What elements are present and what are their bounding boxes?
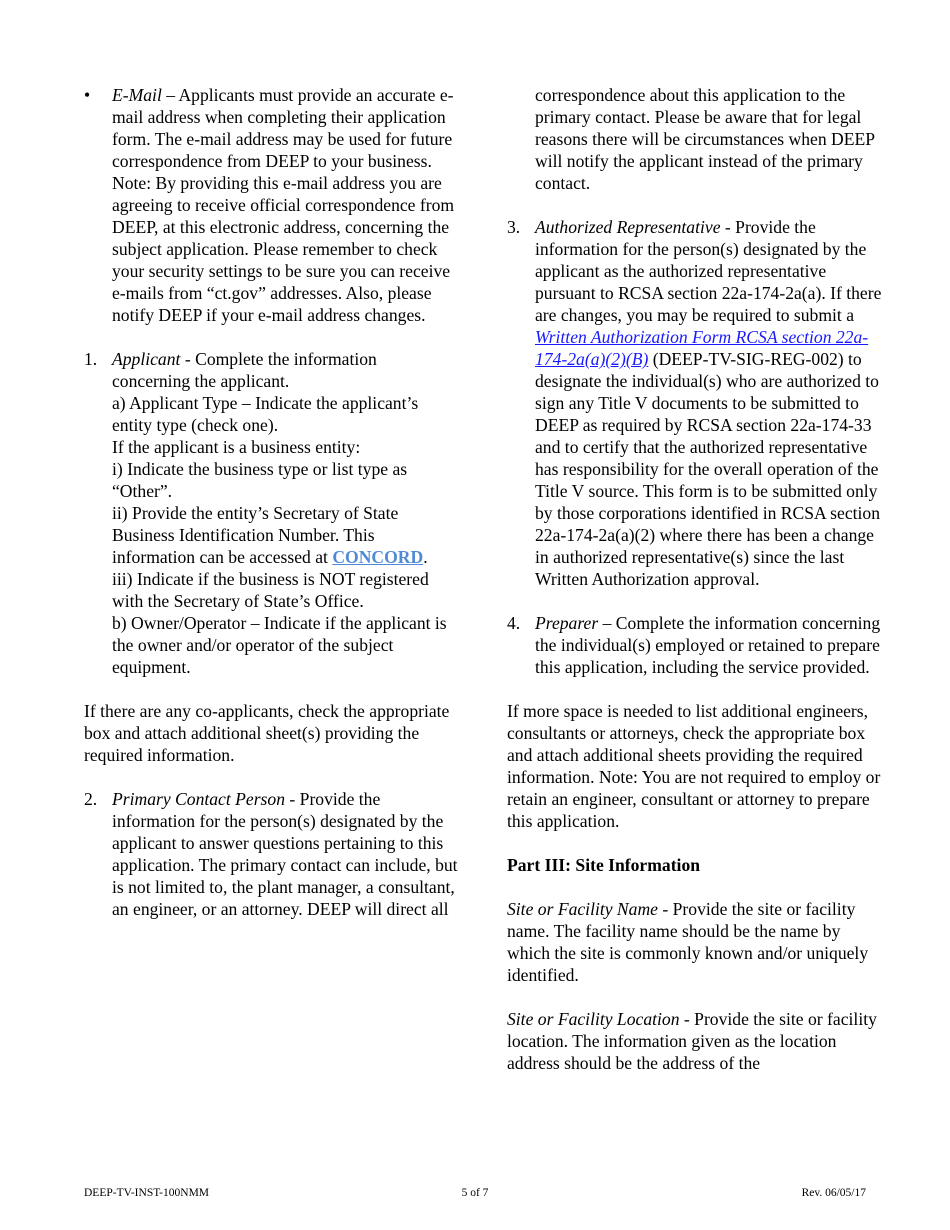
preparer-term: Preparer <box>535 613 599 633</box>
business-id-instruction <box>112 502 459 568</box>
email-item <box>84 84 459 326</box>
left-column <box>84 84 459 942</box>
primary-contact-term: Primary Contact Person <box>112 789 285 809</box>
applicant-type: a) Applicant Type – Indicate the applicant’s entity type (check one). <box>112 393 419 435</box>
part3-heading: Part III: Site Information <box>507 855 701 875</box>
site-name-text: - Provide the site or facility name. The facility name should be the name by which the site is commonly known and/or uniquely identified. <box>507 899 869 985</box>
business-type-instruction: i) Indicate the business type or list type as “Other”. <box>112 459 408 501</box>
applicant-term: Applicant <box>112 349 181 369</box>
not-registered-instruction: iii) Indicate if the business is NOT registered with the Secretary of State’s Office. <box>112 569 429 611</box>
email-term: E-Mail <box>112 85 162 105</box>
email-paragraph <box>112 84 459 172</box>
primary-contact-item <box>84 788 459 920</box>
primary-contact-text: - Provide the information for the person(s) designated by the applicant to answer questions pertaining to this application. The primary contact can include, but is not limited to, the plant manager, a consultant, an engineer, or an attorney. DEEP will direct all <box>112 789 458 919</box>
item-number-3: 3. <box>507 217 521 237</box>
business-id-end: . <box>423 547 428 567</box>
concord-link[interactable]: CONCORD <box>332 547 424 567</box>
applicant-item <box>84 348 459 678</box>
site-name-paragraph <box>507 898 887 986</box>
bullet-marker: • <box>84 85 91 105</box>
authorized-rep-text: - Provide the information for the person(s) designated by the applicant as the authorized representative pursuant to RCSA section 22a-174-2a(a). If there are changes, you may be required to submit a <box>535 217 882 325</box>
footer-page-number: 5 of 7 <box>461 1187 489 1199</box>
primary-contact-continued-text: correspondence about this application to the primary contact. Please be aware that for legal reasons there will be circumstances when DEEP will notify the applicant instead of the primary contact. <box>535 85 875 193</box>
business-entity-intro: If the applicant is a business entity: <box>112 437 361 457</box>
item-number-4: 4. <box>507 613 521 633</box>
item-number-1: 1. <box>84 349 98 369</box>
applicant-paragraph <box>112 348 459 392</box>
site-location-paragraph <box>507 1008 887 1074</box>
authorized-rep-term: Authorized Representative <box>535 217 721 237</box>
right-column <box>507 84 887 1096</box>
site-location-text: - Provide the site or facility location. The information given as the location address should be the address of the <box>507 1009 877 1073</box>
written-authorization-link[interactable]: Written Authorization Form RCSA section 22a-174-2a(a)(2)(B) <box>535 327 869 369</box>
applicant-text: - Complete the information concerning the applicant. <box>112 349 377 391</box>
footer-revision: Rev. 06/05/17 <box>801 1187 866 1199</box>
preparer-text: – Complete the information concerning the individual(s) employed or retained to prepare this application, including the service provided. <box>535 613 881 677</box>
primary-contact-continued <box>507 84 887 194</box>
item-number-2: 2. <box>84 789 98 809</box>
email-note: Note: By providing this e-mail address you are agreeing to receive official correspondence from DEEP, at this electronic address, concerning the subject application. Please remember to check your security settings to be sure you can receive e-mails from “ct.gov” addresses. Also, please notify DEEP if your e-mail address changes. <box>112 173 455 325</box>
business-id-text: ii) Provide the entity’s Secretary of State Business Identification Number. This information can be accessed at <box>112 503 399 567</box>
coapplicants-paragraph: If there are any co-applicants, check the appropriate box and attach additional sheet(s) providing the required information. <box>84 701 450 765</box>
owner-operator-instruction: b) Owner/Operator – Indicate if the applicant is the owner and/or operator of the subject equipment. <box>112 613 447 677</box>
preparer-paragraph <box>535 612 887 678</box>
authorized-rep-item <box>507 216 887 590</box>
email-text: – Applicants must provide an accurate e-mail address when completing their application form. The e-mail address may be used for future correspondence from DEEP to your business. <box>112 85 454 171</box>
footer-form-id: DEEP-TV-INST-100NMM <box>84 1187 210 1199</box>
more-space-paragraph: If more space is needed to list additional engineers, consultants or attorneys, check the appropriate box and attach additional sheets providing the required information. Note: You are not required to employ or retain an engineer, consultant or attorney to prepare this application. <box>507 701 881 831</box>
primary-contact-paragraph <box>112 788 459 920</box>
site-location-term: Site or Facility Location <box>507 1009 680 1029</box>
site-name-term: Site or Facility Name <box>507 899 658 919</box>
authorized-rep-paragraph <box>535 216 887 590</box>
authorized-rep-text-end: (DEEP-TV-SIG-REG-002) to designate the individual(s) who are authorized to sign any Title V documents to be submitted to DEEP as required by RCSA section 22a-174-33 and to certify that the authorized representative has responsibility for the overall operation of the Title V source. This form is to be submitted only by those corporations identified in RCSA section 22a-174-2a(a)(2) where there has been a change in authorized representative(s) since the last Written Authorization approval. <box>535 349 880 589</box>
preparer-item <box>507 612 887 678</box>
